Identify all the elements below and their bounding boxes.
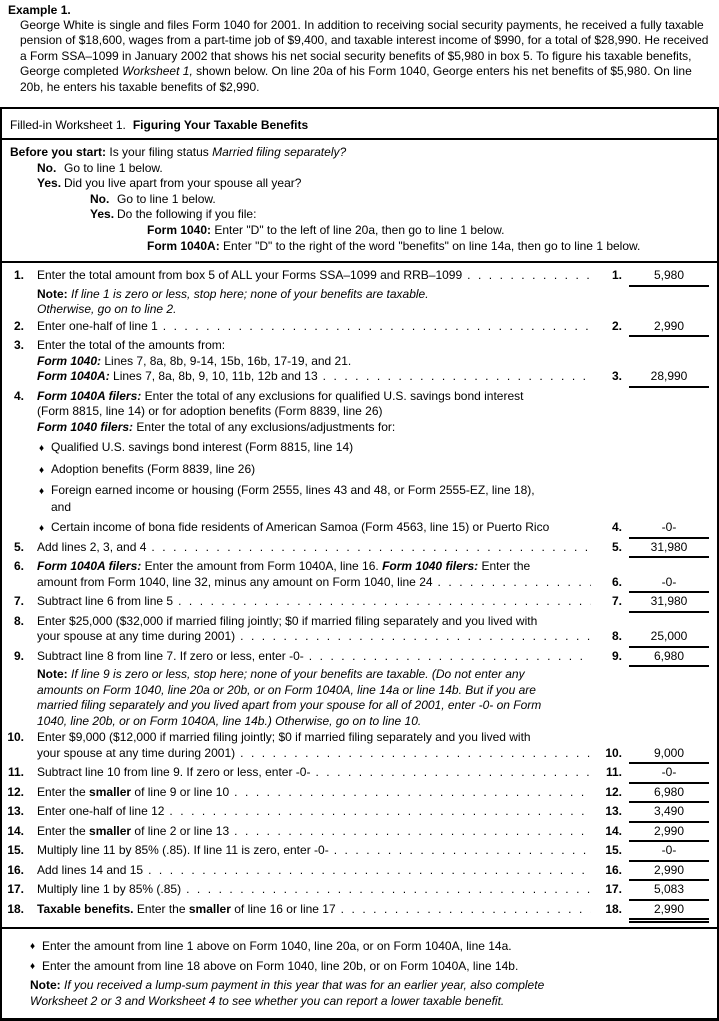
worksheet-line-13 xyxy=(2,804,709,823)
worksheet-line-9 xyxy=(2,649,709,730)
note-label: Note: xyxy=(37,286,68,301)
bullet-text: Qualified U.S. savings bond interest (Form 8815, line 14) xyxy=(51,440,354,455)
amount-number: 16. xyxy=(605,862,622,877)
amount-value: 25,000 xyxy=(629,629,709,648)
line-text: Add lines 14 and 15 xyxy=(37,862,144,877)
amount-number: 12. xyxy=(605,784,622,799)
worksheet-title xyxy=(2,109,717,140)
footer-bullet-text: Enter the amount from line 1 above on Form 1040, line 20a, or on Form 1040A, line 14a. xyxy=(42,939,512,954)
before-question-text: Is your filing status xyxy=(109,145,209,160)
line-4-amount xyxy=(596,520,709,539)
line-text: your spouse at any time during 2001) xyxy=(37,629,236,644)
dot-leader xyxy=(334,843,591,859)
amount-number: 4. xyxy=(611,520,622,535)
amount-value: 2,990 xyxy=(629,824,709,843)
footer-bullet-text: Enter the amount from line 18 above on Form 1040, line 20b, or on Form 1040A, line 14b. xyxy=(42,958,519,973)
example-paragraph xyxy=(20,18,712,95)
line-number: 5. xyxy=(13,539,24,554)
line-11-amount xyxy=(596,765,709,784)
dot-leader xyxy=(467,268,591,284)
yes-label: Yes. xyxy=(37,176,62,191)
line-text: Multiply line 11 by 85% (.85). If line 11 is zero, enter -0- xyxy=(37,843,329,858)
dot-leader xyxy=(341,902,591,918)
note-text: If you received a lump-sum payment in this year that was for an earlier year, also complete xyxy=(64,978,545,993)
no-label: No. xyxy=(90,191,110,206)
amount-number: 9. xyxy=(611,648,622,663)
worksheet-line-7 xyxy=(2,594,709,613)
amount-number: 6. xyxy=(611,574,622,589)
worksheet-line-16 xyxy=(2,863,709,882)
line-18-amount xyxy=(596,902,709,921)
form-1040-label: Form 1040: xyxy=(37,353,102,368)
before-question xyxy=(10,145,709,161)
worksheet-footer xyxy=(2,929,717,1017)
line-number: 7. xyxy=(13,594,24,609)
line-13-amount xyxy=(596,804,709,823)
line-text: Enter the xyxy=(136,901,186,916)
line-text: Enter $9,000 ($12,000 if married filing jointly; $0 if married filing separately and you lived with xyxy=(37,730,531,745)
footer-note-continuation xyxy=(30,994,707,1010)
line-text: Enter the total of any exclusions/adjustments for: xyxy=(136,419,396,434)
dot-leader xyxy=(151,540,591,556)
bullet-text: Certain income of bona fide residents of American Samoa (Form 4563, line 15) or Puerto Rico xyxy=(51,520,550,535)
footer-bullet-1 xyxy=(30,939,707,955)
line-number: 11. xyxy=(7,765,24,780)
line-1-amount xyxy=(596,268,709,287)
note-text: married filing separately and you lived apart from your spouse for all of 2001, enter -0- on Form xyxy=(37,698,542,713)
no-text: Go to line 1 below. xyxy=(64,160,163,175)
line-10-amount xyxy=(596,746,709,765)
line-text: amount from Form 1040, line 32, minus any amount on Form 1040, line 24 xyxy=(37,574,433,589)
line-text: Enter the amount from Form 1040A, line 16. xyxy=(144,559,379,574)
dot-leader xyxy=(315,765,591,781)
yes-text: Do the following if you file: xyxy=(117,207,257,222)
before-form-1040 xyxy=(10,223,709,239)
dot-leader xyxy=(240,746,591,762)
line-16-amount xyxy=(596,863,709,882)
line-text: Subtract line 10 from line 9. If zero or less, enter -0- xyxy=(37,765,311,780)
line-text: Enter the total of the amounts from: xyxy=(37,338,226,353)
line-text: Lines 7, 8a, 8b, 9, 10, 11b, 12b and 13 xyxy=(113,369,318,384)
line-text: Enter one-half of line 12 xyxy=(37,804,165,819)
line-7-amount xyxy=(596,594,709,613)
no-label: No. xyxy=(37,160,57,175)
form-1040-label: Form 1040: xyxy=(147,223,212,237)
line-number: 18. xyxy=(7,901,24,916)
form-1040-text: Enter "D" to the left of line 20a, then go to line 1 below. xyxy=(214,223,505,237)
amount-value: -0- xyxy=(629,843,709,862)
line-text: Enter the xyxy=(481,559,531,574)
amount-value: 28,990 xyxy=(629,369,709,388)
line-number: 6. xyxy=(13,559,24,574)
line-text: Add lines 2, 3, and 4 xyxy=(37,539,147,554)
amount-value: 3,490 xyxy=(629,804,709,823)
form-1040a-text: Enter "D" to the right of the word "benefits" on line 14a, then go to line 1 below. xyxy=(223,238,641,253)
bullet-icon: ♦ xyxy=(30,960,36,972)
dot-leader xyxy=(234,824,591,840)
dot-leader xyxy=(240,629,591,645)
worksheet-line-5 xyxy=(2,540,709,559)
form-1040-filers-label: Form 1040 filers: xyxy=(37,419,134,434)
amount-number: 17. xyxy=(605,882,622,897)
amount-value: -0- xyxy=(629,575,709,594)
amount-value: 5,980 xyxy=(629,268,709,287)
amount-number: 13. xyxy=(605,804,622,819)
bullet-icon: ♦ xyxy=(39,486,45,498)
line-text: (Form 8815, line 14) or for adoption benefits (Form 8839, line 26) xyxy=(37,404,383,419)
line-number: 15. xyxy=(7,843,24,858)
bullet-text: Adoption benefits (Form 8839, line 26) xyxy=(51,461,256,476)
line-number: 14. xyxy=(7,823,24,838)
dot-leader xyxy=(323,369,591,385)
amount-number: 11. xyxy=(605,765,622,780)
line-9-amount xyxy=(596,649,709,668)
line-text: Enter the total of any exclusions for qualified U.S. savings bond interest xyxy=(144,388,524,403)
worksheet-line-3 xyxy=(2,338,709,388)
worksheet-line-1 xyxy=(2,268,709,318)
line-number: 10. xyxy=(7,730,24,745)
amount-number: 18. xyxy=(605,901,622,916)
dot-leader xyxy=(169,804,591,820)
worksheet-line-11 xyxy=(2,765,709,784)
line-text-bold: smaller xyxy=(89,784,132,799)
line-3-amount xyxy=(596,369,709,388)
before-yes-2 xyxy=(10,207,709,223)
dot-leader xyxy=(309,649,591,665)
yes-label: Yes. xyxy=(90,207,115,222)
bullet-icon: ♦ xyxy=(39,443,45,455)
example-section xyxy=(0,0,719,95)
line-number: 4. xyxy=(13,388,24,403)
worksheet-line-14 xyxy=(2,824,709,843)
amount-value: 2,990 xyxy=(629,863,709,882)
note-label: Note: xyxy=(37,667,68,682)
worksheet-line-4 xyxy=(2,389,709,539)
dot-leader xyxy=(186,882,591,898)
note-label: Note: xyxy=(30,978,61,993)
dot-leader xyxy=(148,863,591,879)
line-text: Enter the xyxy=(37,823,86,838)
worksheet-line-15 xyxy=(2,843,709,862)
before-no-2 xyxy=(10,192,709,208)
line-text: Enter the xyxy=(37,784,86,799)
note-text: If line 9 is zero or less, stop here; none of your benefits are taxable. (Do not enter any xyxy=(71,667,525,682)
amount-number: 1. xyxy=(611,268,622,283)
amount-value: -0- xyxy=(629,765,709,784)
amount-value: 5,083 xyxy=(629,882,709,901)
line-text: of line 16 or line 17 xyxy=(234,901,336,916)
note-text: If line 1 is zero or less, stop here; none of your benefits are taxable. xyxy=(71,286,429,301)
line-8-amount xyxy=(596,629,709,648)
line-number: 3. xyxy=(13,338,24,353)
worksheet-line-8 xyxy=(2,614,709,648)
line-number: 16. xyxy=(7,862,24,877)
note-text: amounts on Form 1040, line 20a or 20b, or on Form 1040A, line 14a or line 14b. But if you are xyxy=(37,682,536,697)
line-number: 1. xyxy=(13,268,24,283)
line-text-bold: smaller xyxy=(89,823,132,838)
amount-value: 31,980 xyxy=(629,540,709,559)
amount-value: 9,000 xyxy=(629,746,709,765)
form-1040a-label: Form 1040A: xyxy=(147,238,220,253)
before-yes-1 xyxy=(10,176,709,192)
line-text: Multiply line 1 by 85% (.85) xyxy=(37,882,182,897)
line-12-amount xyxy=(596,785,709,804)
dot-leader xyxy=(438,575,591,591)
bullet-icon: ♦ xyxy=(39,523,45,535)
line-text: Enter $25,000 ($32,000 if married filing jointly; $0 if married filing separately and you lived with xyxy=(37,613,538,628)
amount-number: 10. xyxy=(605,745,622,760)
footer-bullet-2 xyxy=(30,959,707,975)
example-text: shown below. On line 20a of his Form 1040, George enters his net benefits of $5,980. On line 20b, he enters his taxable benefits of $2,990. xyxy=(20,64,692,94)
form-1040a-filers-label: Form 1040A filers: xyxy=(37,388,142,403)
line-text: Lines 7, 8a, 8b, 9-14, 15b, 16b, 17-19, and 21. xyxy=(104,353,352,368)
worksheet-line-12 xyxy=(2,785,709,804)
amount-value: -0- xyxy=(629,520,709,539)
amount-number: 2. xyxy=(611,318,622,333)
line-text: Enter one-half of line 1 xyxy=(37,318,158,333)
worksheet-line-18 xyxy=(2,902,709,921)
note-text: Worksheet 2 or 3 and Worksheet 4 to see whether you can report a lower taxable benefit. xyxy=(30,993,505,1008)
note-text: Otherwise, go on to line 2. xyxy=(37,302,177,317)
amount-value: 31,980 xyxy=(629,594,709,613)
amount-number: 15. xyxy=(605,843,622,858)
amount-number: 14. xyxy=(605,823,622,838)
line-text: your spouse at any time during 2001) xyxy=(37,745,236,760)
bullet-text: Foreign earned income or housing (Form 2555, lines 43 and 48, or Form 2555-EZ, line 18), xyxy=(51,483,535,498)
before-you-start-section xyxy=(2,140,717,263)
line-17-amount xyxy=(596,882,709,901)
line-text: of line 9 or line 10 xyxy=(134,784,230,799)
amount-value: 6,980 xyxy=(629,785,709,804)
line-2-amount xyxy=(596,319,709,338)
note-text: 1040, line 20b, or on Form 1040A, line 14b.) Otherwise, go on to line 10. xyxy=(37,713,422,728)
line-number: 13. xyxy=(7,804,24,819)
amount-value: 2,990 xyxy=(629,902,709,921)
worksheet-line-10 xyxy=(2,730,709,764)
dot-leader xyxy=(178,594,591,610)
amount-number: 5. xyxy=(611,539,622,554)
worksheet-title-prefix: Filled-in Worksheet 1. xyxy=(10,118,126,133)
line-text: Subtract line 8 from line 7. If zero or less, enter -0- xyxy=(37,648,304,663)
example-heading: Example 1. xyxy=(8,3,71,17)
before-no-1 xyxy=(10,161,709,177)
bullet-icon: ♦ xyxy=(30,941,36,953)
footer-note xyxy=(30,978,707,994)
line-5-amount xyxy=(596,540,709,559)
form-1040-filers-label: Form 1040 filers: xyxy=(382,559,479,574)
before-form-1040a xyxy=(10,239,709,255)
worksheet-lines xyxy=(2,263,717,929)
line-number: 9. xyxy=(13,648,24,663)
line-number: 17. xyxy=(7,882,24,897)
line-text: Subtract line 6 from line 5 xyxy=(37,594,174,609)
amount-number: 8. xyxy=(611,629,622,644)
line-text: Enter the total amount from box 5 of ALL your Forms SSA–1099 and RRB–1099 xyxy=(37,268,463,283)
worksheet-title-main: Figuring Your Taxable Benefits xyxy=(132,118,309,133)
form-1040a-label: Form 1040A: xyxy=(37,369,110,384)
amount-value: 2,990 xyxy=(629,319,709,338)
worksheet-line-6 xyxy=(2,559,709,593)
example-text: George White is single and files Form 1040 for 2001. In addition to receiving social security payments, he received a fully taxable pension of $18,600, wages from a part-time job of $9,400, and taxable interest income of $990, for a total of $28,990. He received a Form SSA–1099 in January 2002 that shows his net social security benefits of $5,980 in box 5. To figure his taxable benefits, George completed xyxy=(20,18,709,79)
amount-value: 6,980 xyxy=(629,649,709,668)
bullet-icon: ♦ xyxy=(39,464,45,476)
line-6-amount xyxy=(596,575,709,594)
line-number: 8. xyxy=(13,613,24,628)
line-text: of line 2 or line 13 xyxy=(134,823,230,838)
worksheet-line-2 xyxy=(2,319,709,338)
taxable-benefits-label: Taxable benefits. xyxy=(37,901,134,916)
dot-leader xyxy=(234,785,591,801)
line-14-amount xyxy=(596,824,709,843)
line-number: 12. xyxy=(7,784,24,799)
amount-number: 7. xyxy=(611,594,622,609)
example-text-italic: Worksheet 1, xyxy=(122,64,193,79)
before-question-status: Married filing separately? xyxy=(212,145,347,160)
worksheet-box xyxy=(0,107,719,1021)
bullet-text-continuation: and xyxy=(51,499,72,514)
no-text: Go to line 1 below. xyxy=(117,191,216,206)
form-1040a-filers-label: Form 1040A filers: xyxy=(37,559,142,574)
amount-number: 3. xyxy=(611,369,622,384)
worksheet-line-17 xyxy=(2,882,709,901)
line-text-bold: smaller xyxy=(188,901,231,916)
line-number: 2. xyxy=(13,318,24,333)
yes-text: Did you live apart from your spouse all year? xyxy=(64,176,302,191)
before-label: Before you start: xyxy=(10,145,107,160)
dot-leader xyxy=(163,319,591,335)
line-15-amount xyxy=(596,843,709,862)
